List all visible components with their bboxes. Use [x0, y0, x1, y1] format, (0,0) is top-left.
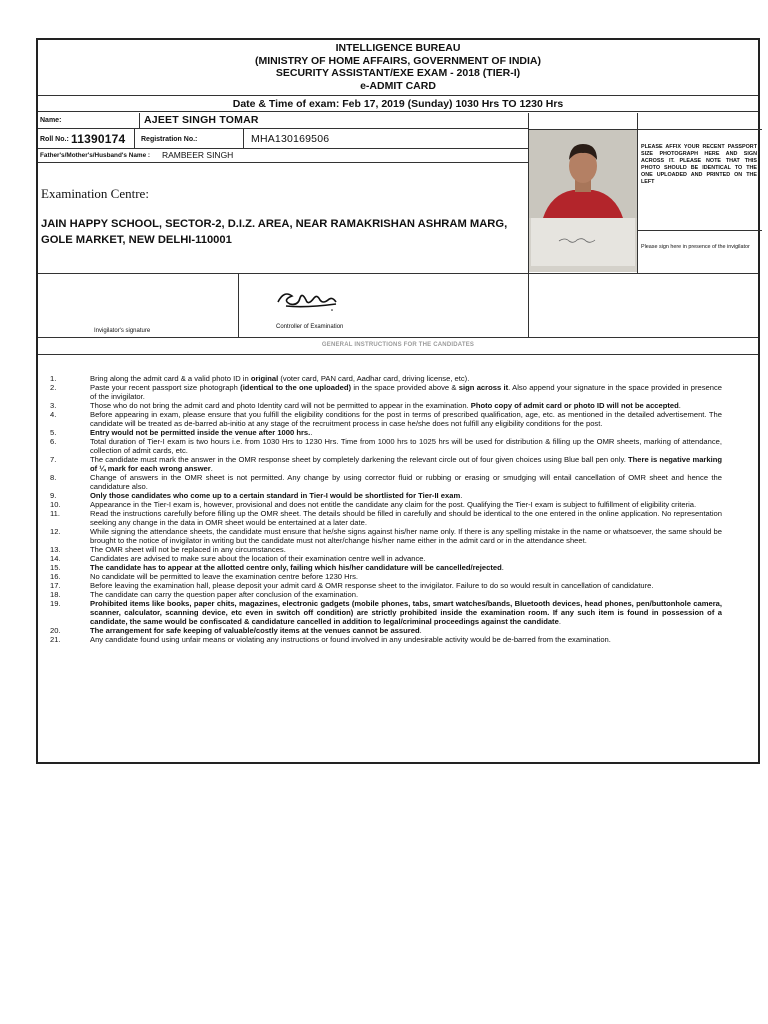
card-type: e-ADMIT CARD	[360, 79, 436, 92]
divider	[38, 354, 758, 355]
divider	[528, 273, 529, 337]
instruction-text: Those who do not bring the admit card and photo Identity card will not be permitted to appear in the examination.	[90, 401, 471, 410]
admit-card	[36, 38, 760, 764]
instruction-text: Prohibited items like books, paper chits, magazines, electronic gadgets (mobile phones, tabs, smart watches/bands, Bluetooth devices, head phones, pen/buttonhole camera, scanner, calculator, scanning device, etc even in switch off condition) are strictly prohibited inside the examination room. If any such item is found in possession of a candidate, the same would be confiscated & candidature cancelled in addition to legal/criminal proceedings against the candidate	[90, 599, 722, 626]
candidate-photo	[529, 130, 637, 272]
instruction-text: sign across it	[458, 383, 509, 392]
instruction-text: Bring along the admit card & a valid photo ID in	[90, 374, 251, 383]
exam-name: SECURITY ASSISTANT/EXE EXAM - 2018 (TIER-I)	[275, 67, 521, 79]
instruction-item	[38, 545, 722, 554]
divider	[637, 113, 638, 273]
father-label: Father's/Mother's/Husband's Name :	[40, 152, 151, 159]
instruction-item	[38, 455, 722, 473]
instruction-text: Any candidate found using unfair means or violating any instructions or found involved in any undesirable activity would be de-barred from the examination.	[90, 635, 611, 644]
instruction-text: The candidate must mark the answer in the OMR response sheet by completely darkening the relevant circle out of four given choices using Blue ball pen only.	[90, 455, 629, 464]
instruction-number: 6.	[50, 437, 57, 446]
card-header	[38, 40, 758, 96]
instruction-number: 15.	[50, 563, 61, 572]
instruction-item	[38, 500, 722, 509]
name-label: Name:	[40, 117, 62, 124]
instruction-text: There is negative marking of ¼ mark for each wrong answer	[90, 455, 722, 473]
candidate-name: AJEET SINGH TOMAR	[144, 114, 259, 126]
instruction-number: 10.	[50, 500, 61, 509]
exam-centre-label: Examination Centre:	[41, 186, 149, 201]
instruction-item	[38, 626, 722, 635]
divider	[139, 113, 140, 129]
registration-number: MHA130169506	[251, 133, 330, 145]
instructions-title: GENERAL INSTRUCTIONS FOR THE CANDIDATES	[321, 342, 475, 348]
exam-datetime: Date & Time of exam: Feb 17, 2019 (Sunday) 1030 Hrs TO 1230 Hrs	[38, 96, 758, 112]
name-row	[38, 113, 528, 129]
roll-row	[38, 129, 528, 149]
instruction-text: .	[210, 464, 213, 473]
instruction-text: The candidate can carry the question paper after conclusion of the examination.	[90, 590, 359, 599]
instruction-number: 19.	[50, 599, 61, 608]
instruction-item	[38, 572, 722, 581]
instruction-item	[38, 401, 722, 410]
instruction-number: 18.	[50, 590, 61, 599]
instruction-text: While signing the attendance sheets, the candidate must ensure that he/she signs against his/her name only. If there is any spelling mistake in the name or whatsoever, the same should be brought to the notice of invigilator in writing but the candidate must not alter/change his/her name either in the admit card or in the attendance sheet.	[90, 527, 722, 545]
instruction-text: Read the instructions carefully before filling up the OMR sheet. The details should be filled in carefully and should be identical to the one entered in the online application. No representation seeking any change in the data in OMR sheet would be entertained at a later date.	[90, 509, 722, 527]
divider	[134, 129, 135, 149]
father-name: RAMBEER SINGH	[162, 150, 234, 160]
instruction-number: 16.	[50, 572, 61, 581]
instruction-text: The candidate has to appear at the allotted centre only, failing which his/her candidature will be cancelled/rejected	[90, 563, 502, 572]
instruction-number: 9.	[50, 491, 57, 500]
instruction-item	[38, 590, 722, 599]
instruction-item	[38, 437, 722, 455]
instruction-text: original	[250, 374, 279, 383]
instruction-item	[38, 491, 722, 500]
instruction-text: The OMR sheet will not be replaced in any circumstances.	[90, 545, 286, 554]
photo-instruction: PLEASE AFFIX YOUR RECENT PASSPORT SIZE PHOTOGRAPH HERE AND SIGN ACROSS IT. PLEASE NOTE THAT THIS PHOTO SHOULD BE IDENTICAL TO THE ONE UPLOADED AND PRINTED ON THE LEFT	[641, 144, 757, 185]
invigilator-signature-label: Invigilator's signature	[94, 328, 151, 334]
instruction-text: .	[678, 401, 681, 410]
instruction-text: Change of answers in the OMR sheet is not permitted. Any change by using corrector fluid or rubbing or erasing or smudging will entail cancellation of OMR sheet and hence the candidature also.	[90, 473, 722, 491]
ministry-name: (MINISTRY OF HOME AFFAIRS, GOVERNMENT OF INDIA)	[254, 54, 542, 67]
instruction-text: Only those candidates who come up to a certain standard in Tier-I would be shortlisted for Tier-II exam	[90, 491, 461, 500]
instruction-number: 1.	[50, 374, 57, 383]
roll-label: Roll No.:	[40, 136, 69, 143]
instruction-item	[38, 635, 722, 644]
org-name: INTELLIGENCE BUREAU	[335, 42, 461, 54]
roll-number: 11390174	[71, 132, 126, 146]
instruction-item	[38, 383, 722, 401]
instruction-number: 5.	[50, 428, 57, 437]
instruction-number: 4.	[50, 410, 57, 419]
instruction-text: .	[310, 428, 313, 437]
registration-label: Registration No.:	[141, 136, 198, 143]
instruction-number: 14.	[50, 554, 61, 563]
instruction-text: Photo copy of admit card or photo ID will not be accepted	[470, 401, 679, 410]
divider	[38, 273, 758, 274]
instruction-text: .	[558, 617, 561, 626]
controller-signature-label: Controller of Examination	[276, 324, 344, 330]
instruction-item	[38, 410, 722, 428]
instruction-text: The arrangement for safe keeping of valuable/costly items at the venues cannot be assured	[90, 626, 420, 635]
divider	[243, 129, 244, 149]
instruction-text: (identical to the one uploaded)	[240, 383, 352, 392]
divider	[238, 273, 239, 337]
instruction-text: Paste your recent passport size photograph	[90, 383, 241, 392]
divider	[638, 230, 762, 231]
instruction-item	[38, 509, 722, 527]
sign-instruction: Please sign here in presence of the invigilator	[641, 244, 750, 250]
instruction-text: .	[419, 626, 422, 635]
instruction-number: 20.	[50, 626, 61, 635]
father-row	[38, 149, 528, 163]
instruction-text: (voter card, PAN card, Aadhar card, driving license, etc).	[278, 374, 470, 383]
instruction-number: 7.	[50, 455, 57, 464]
instruction-number: 21.	[50, 635, 61, 644]
controller-signature-image	[274, 284, 364, 319]
instructions-list-wrap	[38, 374, 722, 644]
instruction-item	[38, 473, 722, 491]
instruction-text: Total duration of Tier-I exam is two hours i.e. from 1030 Hrs to 1230 Hrs. Time from 1000 hrs to 1025 hrs will be used for distribution & filling up the OMR sheets, marking of attendance, collection of admit cards, etc.	[90, 437, 722, 455]
instruction-text: Before leaving the examination hall, please deposit your admit card & OMR response sheet to the invigilator. Failure to do so would result in cancellation of candidature.	[90, 581, 654, 590]
divider	[38, 337, 758, 338]
instruction-item	[38, 374, 722, 383]
instruction-text: . Also append your signature in the space provided in presence of the invigilator.	[90, 383, 722, 401]
instruction-text: Candidates are advised to make sure about the location of their examination centre well in advance.	[90, 554, 426, 563]
instruction-number: 11.	[50, 509, 60, 518]
instruction-text: Before appearing in exam, please ensure that you fulfill the eligibility conditions for the post in terms of prescribed qualification, age, etc. as mentioned in the detailed advertisement. The candidate will be treated as de-barred ab-initio at any stage of the recruitment process in case he/she does not fulfill any eligibility conditions for the post.	[90, 410, 722, 428]
instruction-item	[38, 527, 722, 545]
instruction-item	[38, 599, 722, 626]
instruction-text: .	[501, 563, 504, 572]
instruction-number: 13.	[50, 545, 61, 554]
instruction-number: 12.	[50, 527, 61, 536]
exam-centre-address: JAIN HAPPY SCHOOL, SECTOR-2, D.I.Z. AREA, NEAR RAMAKRISHAN ASHRAM MARG, GOLE MARKET, NEW DELHI-110001	[41, 218, 508, 246]
instruction-item	[38, 428, 722, 437]
instructions-list	[38, 374, 722, 644]
instruction-item	[38, 554, 722, 563]
instruction-text: No candidate will be permitted to leave the examination centre before 1230 Hrs.	[90, 572, 359, 581]
instruction-text: in the space provided above &	[351, 383, 459, 392]
instruction-number: 8.	[50, 473, 57, 482]
instruction-text: Appearance in the Tier-I exam is, however, provisional and does not entitle the candidate any claim for the post. Qualifying the Tier-I exam is subject to fulfillment of eligibility criteria.	[90, 500, 697, 509]
instruction-number: 17.	[50, 581, 61, 590]
instruction-item	[38, 581, 722, 590]
instruction-text: .	[460, 491, 463, 500]
instruction-number: 2.	[50, 383, 57, 392]
candidate-photo-image	[529, 130, 637, 272]
instruction-item	[38, 563, 722, 572]
instruction-number: 3.	[50, 401, 57, 410]
instruction-text: Entry would not be permitted inside the venue after 1000 hrs.	[90, 428, 311, 437]
